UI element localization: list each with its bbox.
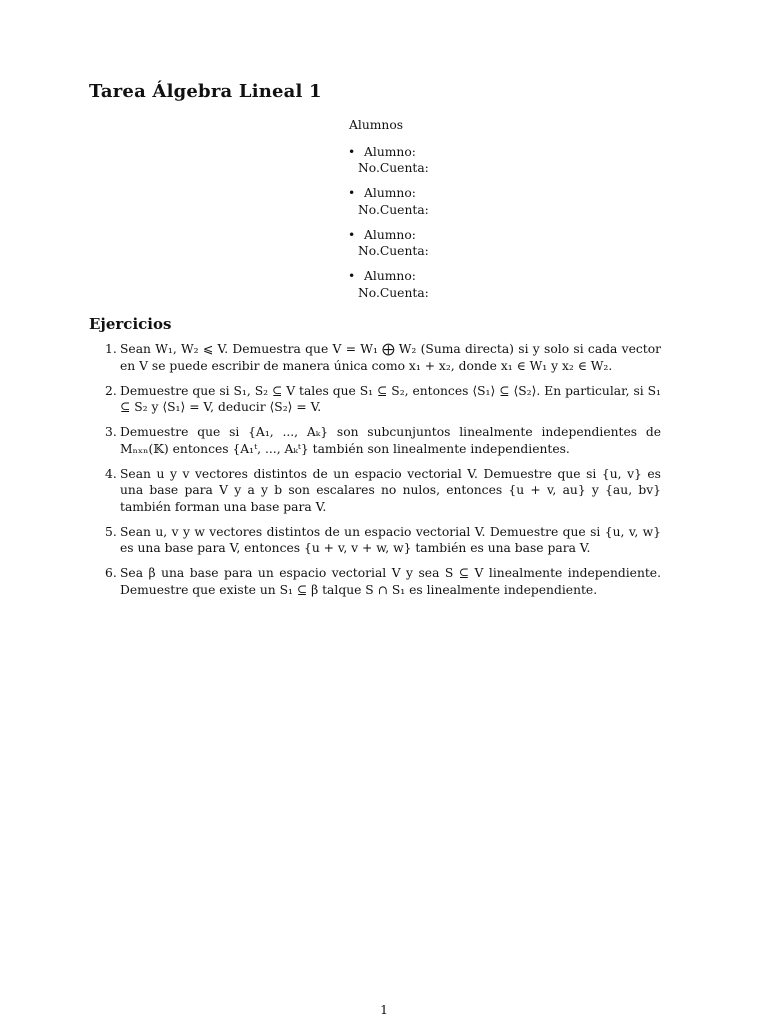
exercise-number: 5. xyxy=(105,524,117,539)
exercise-text: Sean W₁, W₂ ⩽ V. Demuestra que V = W₁ ⨁ W₂ (Suma directa) si y solo si cada vector en V se puede escribir de manera única como x₁ + x₂, donde x₁ ∈ W₁ y x₂ ∈ W₂. xyxy=(120,342,661,373)
document-title: Tarea Álgebra Lineal 1 xyxy=(89,81,322,102)
exercise-item xyxy=(95,341,661,374)
student-entry xyxy=(349,227,549,260)
page-number: 1 xyxy=(380,1003,388,1017)
exercise-item xyxy=(95,565,661,598)
exercise-item xyxy=(95,524,661,557)
exercise-number: 2. xyxy=(105,383,117,398)
student-name-label: Alumno: xyxy=(364,269,416,283)
students-block xyxy=(349,117,549,310)
students-heading: Alumnos xyxy=(349,118,404,132)
bullet-icon: • xyxy=(348,186,356,200)
exercise-item xyxy=(95,383,661,416)
exercise-text: Demuestre que si S₁, S₂ ⊆ V tales que S₁ ⊆ S₂, entonces ⟨S₁⟩ ⊆ ⟨S₂⟩. En particular, si S₁ ⊆ S₂ y ⟨S₁⟩ = V, deducir ⟨S₂⟩ = V. xyxy=(120,383,661,414)
student-name-label: Alumno: xyxy=(364,227,416,242)
student-entry xyxy=(349,144,549,177)
exercise-number: 4. xyxy=(105,466,117,481)
bullet-icon: • xyxy=(348,144,356,159)
bullet-icon: • xyxy=(348,269,356,283)
exercise-number: 6. xyxy=(105,566,117,580)
student-name-label: Alumno: xyxy=(364,186,416,200)
student-account-label: No.Cuenta: xyxy=(358,161,429,175)
exercises-heading: Ejercicios xyxy=(89,315,172,333)
exercise-text: Sean u, v y w vectores distintos de un espacio vectorial V. Demuestre que si {u, v, w} es una base para V, entonces {u + v, v + w, w} también es una base para V. xyxy=(120,524,661,555)
exercise-text: Sea β una base para un espacio vectorial V y sea S ⊆ V linealmente independiente. Demuestre que existe un S₁ ⊆ β talque S ∩ S₁ es linealmente independiente. xyxy=(120,566,661,597)
exercise-text: Sean u y v vectores distintos de un espacio vectorial V. Demuestre que si {u, v} es una base para V y a y b son escalares no nulos, entonces {u + v, au} y {au, bv} también forman una base para V. xyxy=(120,466,661,514)
student-entry xyxy=(349,268,549,301)
exercise-number: 1. xyxy=(105,342,117,356)
student-entry xyxy=(349,185,549,218)
student-name-label: Alumno: xyxy=(364,144,416,159)
exercise-item xyxy=(95,466,661,516)
student-account-label: No.Cuenta: xyxy=(358,202,429,217)
exercise-text: Demuestre que si {A₁, ..., Aₖ} son subcunjuntos linealmente independientes de Mₙₓₙ(𝕂) entonces {A₁ᵗ, ..., Aₖᵗ} también son linealmente independientes. xyxy=(120,425,661,456)
bullet-icon: • xyxy=(348,227,356,242)
student-account-label: No.Cuenta: xyxy=(358,244,429,258)
exercise-number: 3. xyxy=(105,425,117,439)
student-account-label: No.Cuenta: xyxy=(358,285,429,300)
exercise-item xyxy=(95,424,661,457)
exercise-list xyxy=(95,341,661,607)
